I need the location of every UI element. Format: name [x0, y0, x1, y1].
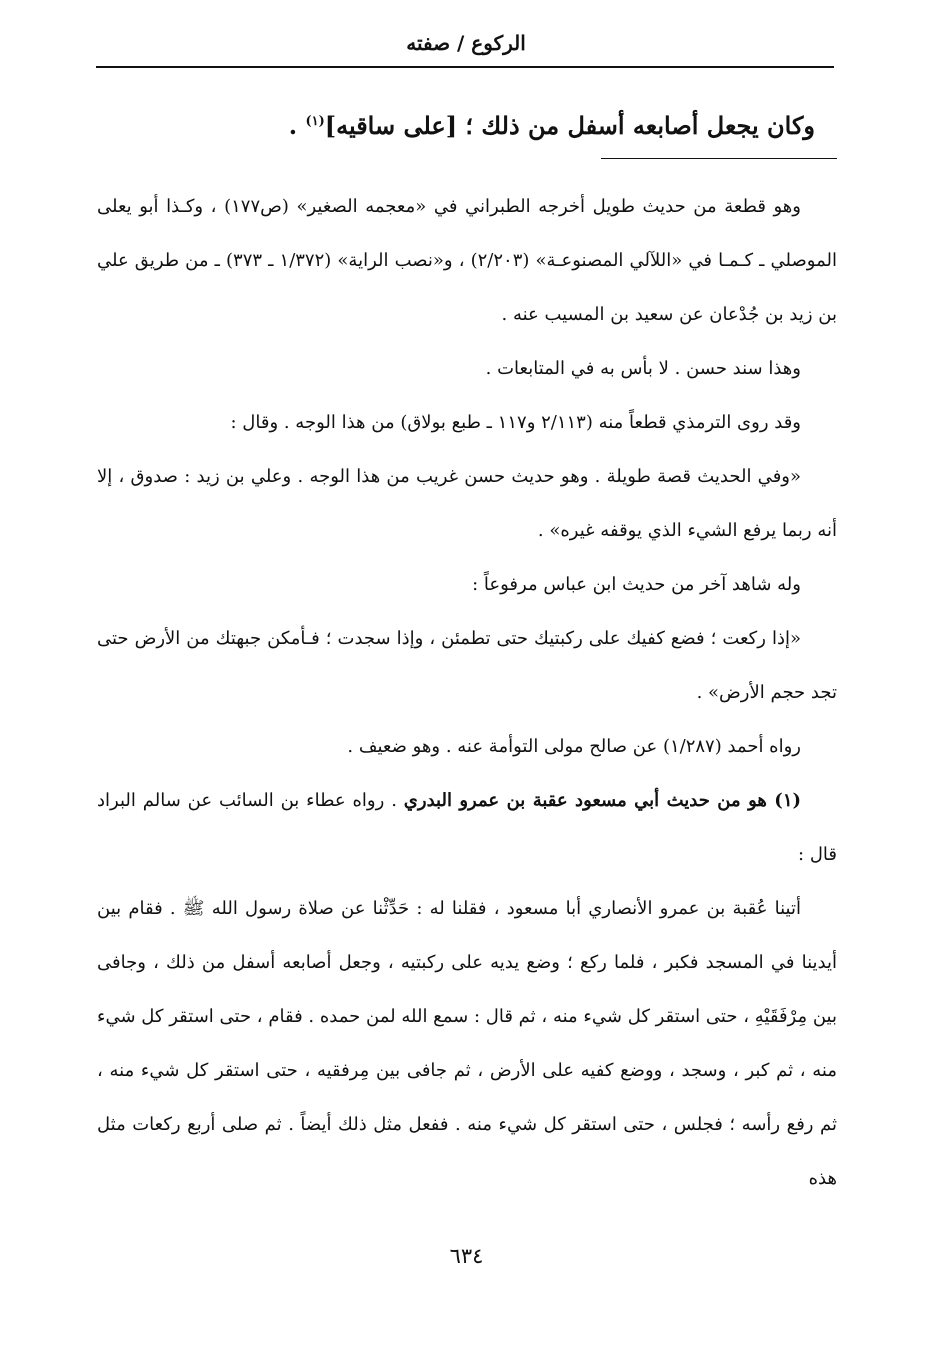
paragraph-3: وقد روى الترمذي قطعاً منه (٢/١١٣ و١١٧ ـ طبع بولاق) من هذا الوجه . وقال :: [230, 412, 801, 433]
running-header: الركوع / صفته: [406, 31, 526, 55]
footnote-divider: [601, 158, 837, 159]
paragraph-7: رواه أحمد (١/٢٨٧) عن صالح مولى التوأمة عنه . وهو ضعيف .: [347, 736, 801, 757]
paragraph-2: وهذا سند حسن . لا بأس به في المتابعات .: [485, 358, 801, 379]
paragraph-4: «وفي الحديث قصة طويلة . وهو حديث حسن غريب من هذا الوجه . وعلي بن زيد : صدوق ، إلا أنه ربما يرفع الشيء الذي يوقفه غيره» .: [97, 466, 837, 541]
paragraph-9: أتينا عُقبة بن عمرو الأنصاري أبا مسعود ، فقلنا له : حَدِّثْنا عن صلاة رسول الله ﷺ . فقام بين أيدينا في المسجد فكبر ، فلما ركع ؛ وضع يديه على ركبتيه ، وجعل أصابعه أسفل من ذلك ، وجافى بين مِرْفَقَيْهِ ، حتى استقر كل شيء منه ، ثم قال : سمع الله لمن حمده . فقام ، حتى استقر كل شيء منه ، ثم كبر ، وسجد ، ووضع كفيه على الأرض ، ثم جافى بين مِرفقيه ، حتى استقر كل شيء منه ، ثم رفع رأسه ؛ فجلس ، حتى استقر كل شيء منه . ففعل مثل ذلك أيضاً . ثم صلى أربع ركعات مثل هذه: [97, 898, 837, 1189]
footnote-heading: (١) هو من حديث أبي مسعود عقبة بن عمرو البدري: [403, 790, 802, 811]
page-number: ٦٣٤: [449, 1244, 484, 1268]
paragraph-5: وله شاهد آخر من حديث ابن عباس مرفوعاً :: [472, 574, 801, 595]
paragraph-1: وهو قطعة من حديث طويل أخرجه الطبراني في «معجمه الصغير» (ص١٧٧) ، وكـذا أبو يعلى الموصلي ـ كـمـا في «اللآلي المصنوعـة» (٢/٢٠٣) ، و«نصب الراية» (١/٣٧٢ ـ ٣٧٣) ـ من طريق علي بن زيد بن جُدْعان عن سعيد بن المسيب عنه .: [97, 196, 837, 325]
commentary-body: [97, 180, 837, 1206]
footnote-paragraph: [97, 774, 837, 882]
footnote-reference: (١): [305, 114, 325, 129]
main-text-end: .: [288, 111, 306, 140]
header-divider: [96, 66, 834, 68]
paragraph-6: «إذا ركعت ؛ فضع كفيك على ركبتيك حتى تطمئن ، وإذا سجدت ؛ فـأمكن جبهتك من الأرض حتى تجد حجم الأرض» .: [97, 628, 837, 703]
main-text-line: [175, 92, 815, 156]
footnote-text: . رواه عطاء بن السائب عن سالم البراد قال :: [97, 790, 837, 865]
main-text-content: وكان يجعل أصابعه أسفل من ذلك ؛ [على ساقيه]: [324, 111, 815, 140]
